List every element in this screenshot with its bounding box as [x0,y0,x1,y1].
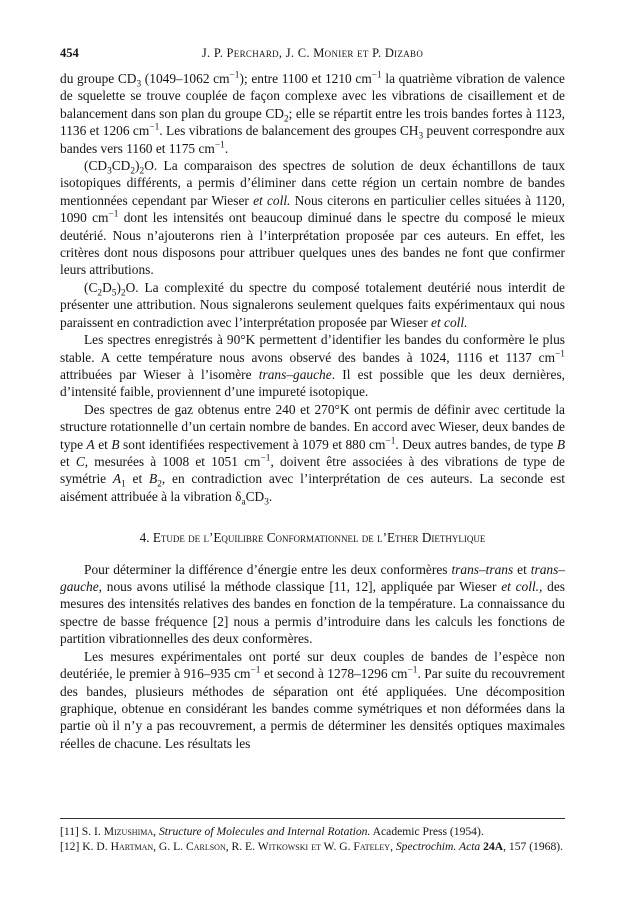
paragraph-cd3-continuation: du groupe $CD_3$ (1049–1062 $cm^{-1}$); entre 1100 et 1210 $cm^{-1}$ la quatrième vibration de valence de squelette se trouve couplée de façon complexe avec les vibrations de cisaillement et de balancement dans son plan du groupe $CD_2$; elle se répartit entre les trois bandes fortes à 1123, 1136 et 1206 $cm^{-1}$. Les vibrations de balancement des groupes $CH_3$ peuvent correspondre aux bandes vers 1160 et 1175 $cm^{-1}$. [60,70,566,156]
page-header [60,46,565,64]
footnote-11: [11] S. I. Mizushima, Structure of Molecules and Internal Rotation. Academic Press (1954). [60,825,484,838]
paragraph-cd3cd2-ether: $(CD_3CD_2)_2O$. La comparaison des spectres de solution de deux échantillons de taux isotopiques différents, a permis d’éliminer dans cette région un certain nombre de bandes mentionnées cependant par Wieser et coll. Nous citerons en particulier celles situées à 1120, 1090 $cm^{-1}$ dont les intensités ont beaucoup diminué dans le spectre du composé le mieux deutérié. Nous n’ajouterons rien à l’interprétation proposée par ces auteurs. En effet, les critères dont nous disposons pour attribuer quelques unes des bandes ne font que confirmer leurs attributions. [60,158,565,278]
paragraph-gas-spectra: Des spectres de gaz obtenus entre 240 et 270°K ont permis de définir avec certitude la structure rotationnelle d’un certain nombre de bandes. En accord avec Wieser, deux bandes de type A et B sont identifiées respectivement à 1079 et 880 $cm^{-1}$. Deux autres bandes, de type B et C, mesurées à 1008 et 1051 $cm^{-1}$, doivent être associées à des vibrations de type de symétrie $A_1$ et $B_2$, en contradiction avec l’interprétation de ces auteurs. La seconde est aisément attribuée à la vibration $\delta_aCD_3$. [60,401,566,508]
body-text [60,70,565,752]
page-number: 454 [60,46,79,60]
footnotes [60,824,565,854]
footnote-12: [12] K. D. Hartman, G. L. Carlson, R. E. Witkowski et W. G. Fateley, Spectrochim. Acta 24A, 157 (1968). [60,840,564,853]
running-title: J. P. Perchard, J. C. Monier et P. Dizabo [201,46,424,60]
footnote-divider [60,818,565,819]
paragraph-low-temperature-spectra: Les spectres enregistrés à 90°K permettent d’identifier les bandes du conformère le plus stable. A cette température nous avons observé des bandes à 1024, 1116 et 1137 $cm^{-1}$ attribuées par Wieser à l’isomère trans–gauche. Il est possible que les deux dernières, d’intensité faible, proviennent d’une impureté isotopique. [60,332,565,400]
paragraph-energy-difference: Pour déterminer la différence d’énergie entre les deux conformères trans–trans et trans–gauche, nous avons utilisé la méthode classique [11, 12], appliquée par Wieser et coll., des mesures des intensités relatives des bandes en fonction de la température. La connaissance du spectre de basse fréquence [2] nous a permis d’introduire dans les calculs les fonctions de partition vibrationnelles des deux conformères. [60,561,566,647]
paragraph-experimental-measurements: Les mesures expérimentales ont porté sur deux couples de bandes de l’espèce non deutériée, le premier à 916–935 $cm^{-1}$ et second à 1278–1296 $cm^{-1}$. Par suite du recouvrement des bandes, plusieurs méthodes de séparation ont été appliquées. Une décomposition graphique, obtenue en considérant les bandes comme symétriques et non déformées dans la partie où il n’y a pas recouvrement, a permis de déterminer les densités optiques maximales réelles de chacune. Les résultats les [60,648,565,751]
section-heading: 4. Etude de l’Equilibre Conformationnel de l’Ether Diethylique [139,530,486,546]
paragraph-c2d5-ether: $(C_2D_5)_2O$. La complexité du spectre du composé totalement deutérié nous interdit de présenter une attribution. Nous signalerons seulement quelques faits expérimentaux qui nous paraissent en contradiction avec l’interprétation proposée par Wieser et coll. [60,279,565,330]
